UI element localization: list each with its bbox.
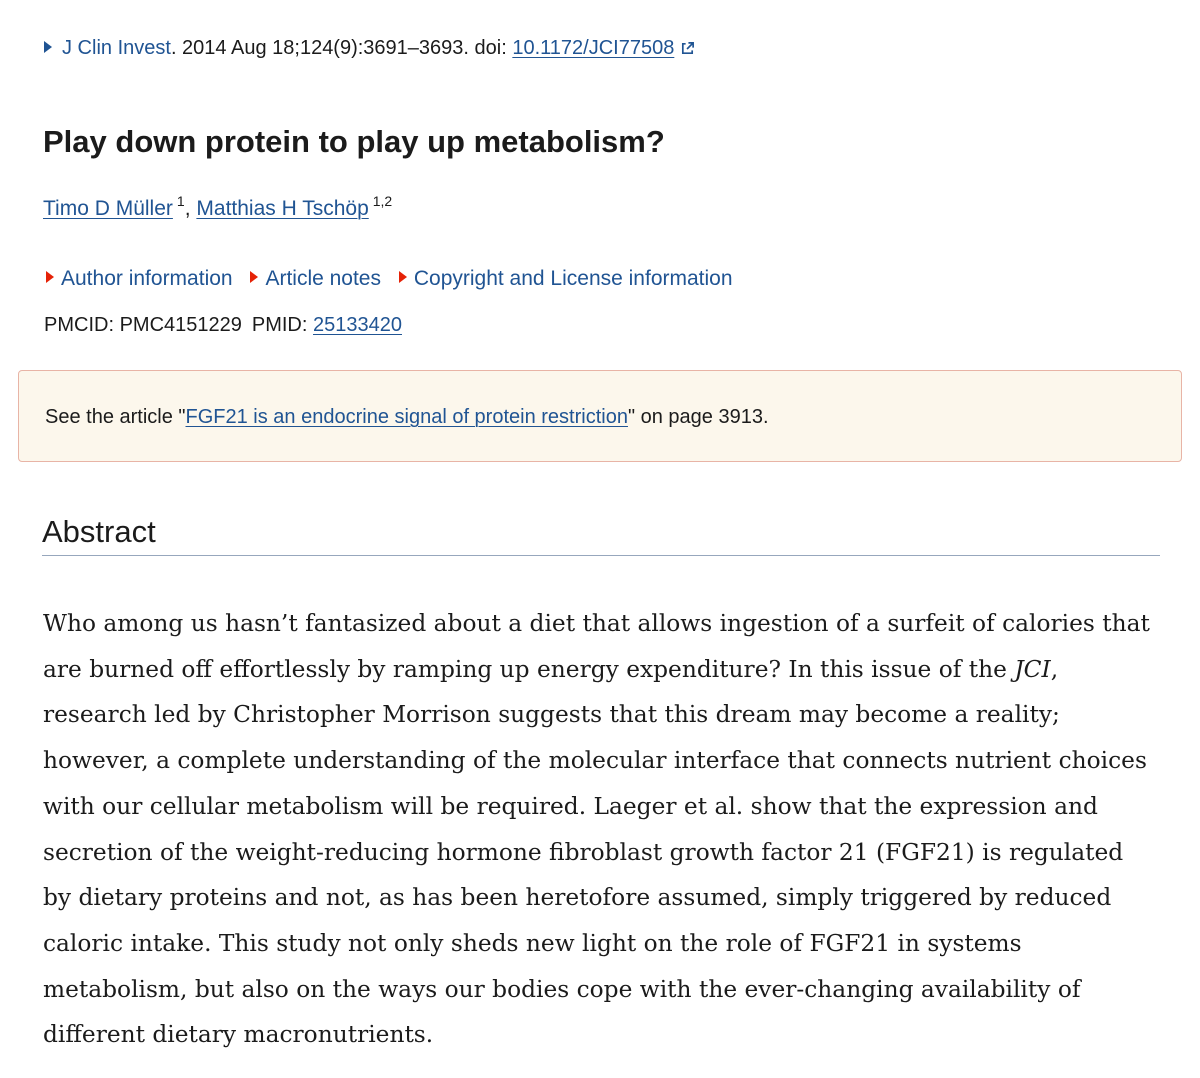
external-link-icon[interactable] — [680, 36, 695, 64]
toggle-label: Article notes — [265, 267, 381, 290]
journal-link[interactable]: J Clin Invest — [62, 37, 171, 59]
punctuation: , — [1050, 655, 1059, 683]
article-ids — [44, 310, 402, 340]
toggle-label: Copyright and License information — [413, 267, 733, 290]
article-notes-toggle[interactable] — [250, 264, 381, 294]
related-article-notice — [18, 370, 1182, 462]
abstract-heading: Abstract — [42, 514, 156, 549]
author-affiliation[interactable]: 1 — [176, 193, 185, 209]
expand-triangle-icon[interactable] — [44, 41, 52, 53]
author-link[interactable]: Matthias H Tschöp — [196, 197, 369, 220]
citation-details: . 2014 Aug 18;124(9):3691–3693. doi: — [170, 37, 513, 59]
abstract-divider — [42, 555, 1160, 556]
citation-line — [44, 34, 695, 64]
copyright-license-toggle[interactable] — [399, 264, 733, 294]
related-article-link[interactable]: FGF21 is an endocrine signal of protein restriction — [185, 406, 628, 428]
abstract-line — [43, 647, 1193, 693]
author-list — [43, 194, 392, 224]
expand-triangle-icon — [399, 271, 407, 283]
author-affiliation[interactable]: 1,2 — [372, 193, 393, 209]
author-link[interactable]: Timo D Müller — [43, 197, 173, 220]
abstract-body — [43, 601, 1193, 1058]
pmcid-label: PMCID: — [44, 314, 114, 336]
doi-link[interactable]: 10.1172/JCI77508 — [512, 37, 675, 59]
notice-text — [45, 402, 769, 432]
expand-triangle-icon — [250, 271, 258, 283]
notice-prefix: See the article " — [45, 406, 186, 428]
abstract-line: Who among us hasn’t fantasized about a diet that allows ingestion of a surfeit of calories that — [43, 610, 1150, 637]
author-separator: , — [184, 197, 191, 220]
notice-suffix: " on page 3913. — [627, 406, 769, 428]
abstract-line: however, a complete understanding of the molecular interface that connects nutrient choices — [43, 747, 1147, 775]
journal-abbreviation: JCI — [1014, 655, 1051, 683]
abstract-line-text: are burned off effortlessly by ramping up energy expenditure? In this issue of the — [43, 655, 1015, 683]
pmid-label: PMID: — [251, 314, 308, 336]
pmid-link[interactable]: 25133420 — [313, 314, 402, 336]
abstract-line: metabolism, but also on the ways our bodies cope with the ever-changing availability of — [43, 975, 1081, 1003]
toggle-label: Author information — [61, 267, 233, 290]
pmcid-value: PMC4151229 — [119, 314, 242, 336]
author-information-toggle[interactable] — [46, 264, 233, 294]
abstract-line: with our cellular metabolism will be required. Laeger et al. show that the expression and — [43, 792, 1098, 820]
abstract-line: caloric intake. This study not only sheds new light on the role of FGF21 in systems — [43, 929, 1022, 957]
article-title: Play down protein to play up metabolism? — [43, 124, 665, 159]
abstract-line: by dietary proteins and not, as has been heretofore assumed, simply triggered by reduced — [43, 884, 1112, 912]
expand-triangle-icon — [46, 271, 54, 283]
abstract-line: different dietary macronutrients. — [43, 1021, 434, 1049]
abstract-line: research led by Christopher Morrison suggests that this dream may become a reality; — [43, 701, 1060, 729]
article-info-toggles — [46, 264, 745, 294]
abstract-line: secretion of the weight-reducing hormone fibroblast growth factor 21 (FGF21) is regulated — [43, 838, 1124, 866]
